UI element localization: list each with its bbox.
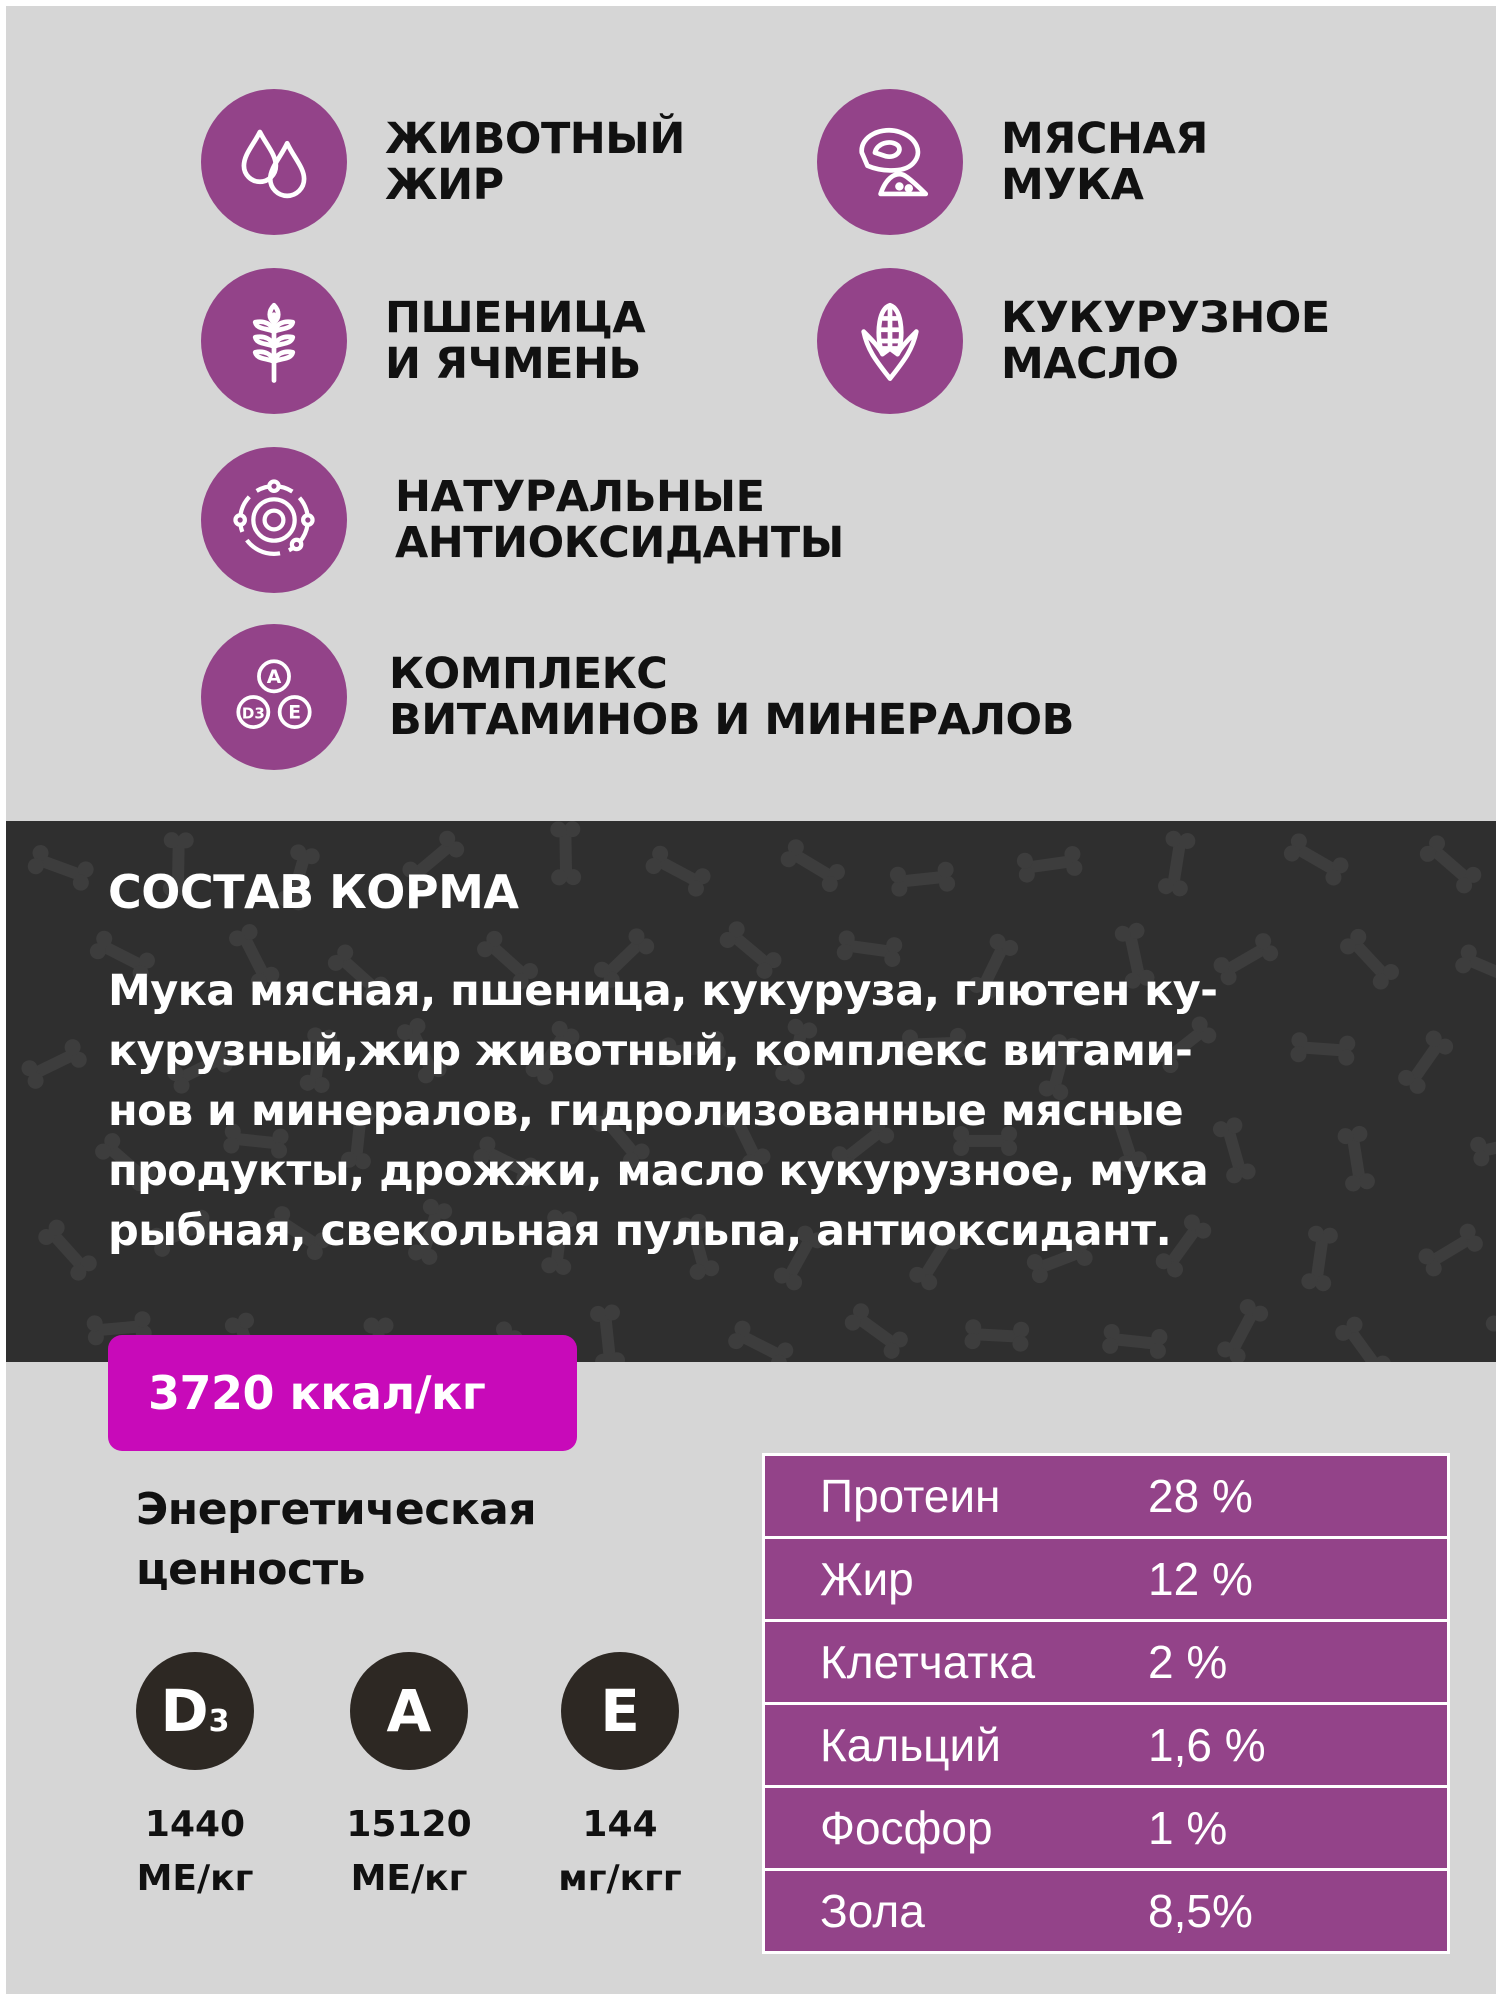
feature-label: НАТУРАЛЬНЫЕ АНТИОКСИДАНТЫ [395,472,844,568]
feature-corn-oil [817,268,1330,414]
table-row [765,1705,1447,1788]
vitamin-a-icon [350,1652,468,1770]
bone-icon [889,861,956,898]
corn-icon [817,268,963,414]
bone-icon [1157,830,1197,898]
bone-icon [1214,1296,1271,1362]
composition-body: Мука мясная, пшеница, кукуруза, глютен ку- курузный,жир животный, комплекс витами- нов и минералов, гидролизованные мясные продукты, дрожжи, масло кукурузное, мука рыбная, свекольная пульпа, антиоксидант. [108,966,1218,1256]
bone-icon [1281,830,1351,888]
vitamin-d3-icon [136,1652,254,1770]
nutrient-value: 28 % [1148,1470,1253,1522]
composition-title: СОСТАВ КОРМА [108,865,519,919]
nutrient-name: Фосфор [820,1802,993,1854]
feature-antioxidants [201,447,844,593]
vitamin-letter: D [160,1677,209,1745]
bone-icon [1336,1125,1376,1193]
composition-section [6,821,1496,1362]
nutrient-value: 1 % [1148,1802,1228,1854]
nutrient-value: 2 % [1148,1636,1228,1688]
bone-icon [26,843,96,893]
energy-label: Энергетическая ценность [136,1484,537,1595]
nutrient-value: 12 % [1148,1553,1253,1605]
nutrient-name: Зола [820,1885,925,1937]
bone-icon [725,1318,796,1362]
vitamins-icon [201,624,347,770]
feature-label: ЖИВОТНЫЙ ЖИР [385,114,685,210]
wheat-icon [201,268,347,414]
energy-value-badge [108,1335,577,1451]
feature-vitamin-complex [201,624,1074,770]
table-row [765,1871,1447,1951]
feature-label: ПШЕНИЦА И ЯЧМЕНЬ [385,293,646,389]
feature-label: КУКУРУЗНОЕ МАСЛО [1001,293,1330,389]
bone-icon [35,1216,100,1284]
bone-icon [643,843,714,900]
vitamin-letter: E [600,1677,640,1745]
bone-icon [550,821,581,886]
feature-meat-meal [817,89,1208,235]
feature-animal-fat [201,89,685,235]
bone-icon [1416,1221,1486,1280]
nutrient-name: Протеин [820,1470,1001,1522]
nutrient-name: Клетчатка [820,1636,1036,1688]
meat-icon [817,89,963,235]
bone-icon [589,1304,626,1362]
antioxidant-icon [201,447,347,593]
nutrient-value: 8,5% [1148,1885,1253,1937]
bone-icon [1453,942,1496,995]
vitamin-d3-letter: D3 [241,704,265,723]
bone-icon [1101,1323,1168,1360]
bone-icon [1332,1313,1394,1362]
bone-icon [19,1036,90,1091]
vitamin-value: 144 мг/кгг [558,1804,682,1899]
bone-icon [1484,1309,1496,1362]
vitamin-value: 1440 МЕ/кг [136,1804,254,1899]
vitamin-value: 15120 МЕ/кг [346,1804,472,1899]
nutrient-name: Жир [820,1553,914,1605]
energy-value: 3720 ккал/кг [148,1366,486,1420]
feature-label: МЯСНАЯ МУКА [1001,114,1208,210]
vitamin-d3 [100,1652,290,1906]
vitamin-e [525,1652,715,1906]
vitamin-a [314,1652,504,1906]
vitamin-e-letter: E [288,702,302,724]
vitamin-letter: A [386,1677,432,1745]
bone-icon [1417,832,1485,897]
bone-icon [1016,845,1084,884]
bone-icon [1469,1124,1496,1168]
bone-icon [778,836,848,895]
table-row [765,1456,1447,1539]
table-row [765,1788,1447,1871]
nutrient-name: Кальций [820,1719,1001,1771]
composition-text [108,961,1338,1261]
nutrient-value: 1,6 % [1148,1719,1266,1771]
bone-icon [842,1300,911,1362]
nutrition-table [762,1453,1450,1954]
table-row [765,1622,1447,1705]
bone-icon [1395,1027,1456,1097]
vitamin-a-letter: A [266,666,282,688]
vitamin-subscript: 3 [208,1703,230,1739]
table-row [765,1539,1447,1622]
features-panel [6,6,1496,821]
bone-icon [964,1319,1029,1352]
feature-label: КОМПЛЕКС ВИТАМИНОВ И МИНЕРАЛОВ [389,649,1074,745]
feature-wheat-barley [201,268,645,414]
vitamin-e-icon [561,1652,679,1770]
drops-icon [201,89,347,235]
bone-icon [1337,926,1403,993]
